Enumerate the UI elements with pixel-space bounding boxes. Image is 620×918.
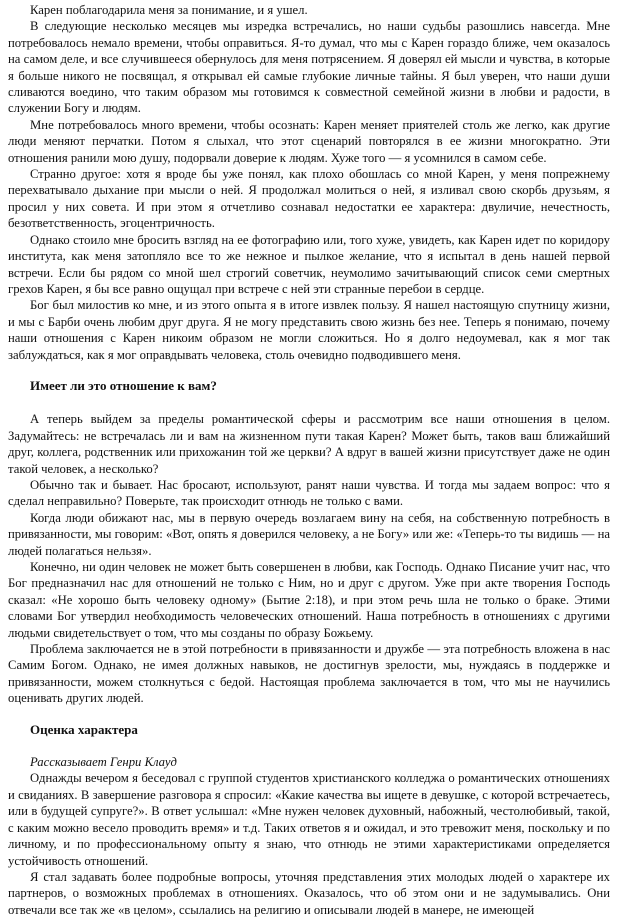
paragraph: Когда люди обижают нас, мы в первую очередь возлагаем вину на себя, на собственную потребность в привязанности, мы говорим: «Вот, опять я доверился человеку, а не Богу» или же: «Теперь-то ты видишь — на людей полагаться нельзя».	[8, 510, 610, 558]
paragraph: Бог был милостив ко мне, и из этого опыта я в итоге извлек пользу. Я нашел настоящую спутницу жизни, и мы с Барби очень любим друг друга. Я не могу представить свою жизнь без нее. Теперь я понимаю, почему наши отношения с Карен никоим образом не могли сложиться. Но я долго недоумевал, как я мог так заблуждаться, как я мог оправдывать человека, столь очевидно подводившего меня.	[8, 298, 610, 362]
section-heading-relevance: Имеет ли это отношение к вам?	[30, 377, 217, 393]
paragraph: Карен поблагодарила меня за понимание, и я ушел.	[30, 3, 308, 17]
paragraph: Конечно, ни один человек не может быть совершенен в любви, как Господь. Однако Писание учит нас, что Бог предназначил нас для отношений не только с Ним, но и друг с другом. Уже при акте творения Господь сказал: «Не хорошо быть человеку одному» (Бытие 2:18), и при этом речь шла не только о браке. Этими словами Бог утвердил необходимость человеческих отношений. Наша потребность в отношениях с другими людьми свидетельствует о том, что мы созданы по образу Божьему.	[8, 560, 610, 640]
paragraph: Мне потребовалось много времени, чтобы осознать: Карен меняет приятелей столь же легко, как другие люди меняют перчатки. Потом я слыхал, что этот сценарий повторялся в ее жизни многократно. Эти отношения ранили мою душу, подорвали доверие к людям. Хуже того — я усомнился в самом себе.	[8, 117, 610, 165]
paragraph: В следующие несколько месяцев мы изредка встречались, но наши судьбы разошлись навсегда. Мне потребовалось немало времени, чтобы оправиться. Я-то думал, что мы с Карен гораздо ближе, чем оказалось на самом деле, и все случившееся обернулось для меня потрясением. Я доверял ей мысли и чувства, в которые я больше никого не посвящал, я открывал ей самые глубокие личные тайны. Я был уверен, что наши души сливаются воедино, что таким образом мы готовимся к совместной семейной жизни в любви и радости, в служении Богу и людям.	[8, 19, 610, 116]
section-heading-character: Оценка характера	[30, 721, 138, 737]
paragraph: Однажды вечером я беседовал с группой студентов христианского колледжа о романтических отношениях и свиданиях. В завершение разговора я спросил: «Какие качества вы ищете в девушке, с которой встречаетесь, или в будущей супруге?». В ответ услышал: «Мне нужен человек духовный, набожный, честолюбивый, такой, с каким можно весело проводить время» и т.д. Таких ответов я и ожидал, и это тревожит меня, поскольку и по личному, и по профессиональному опыту я знаю, что отнюдь не этими характеристиками определяется устойчивость отношений.	[8, 771, 610, 868]
paragraph: Странно другое: хотя я вроде бы уже понял, как плохо обошлась со мной Карен, у меня попрежнему перехватывало дыхание при мысли о ней. Я продолжал молиться о ней, я изливал свою скорбь друзьям, я просил у них совета. И при этом я отчетливо сознавал недостатки ее характера: двуличие, нечестность, безответственность, эгоцентричность.	[8, 167, 610, 231]
paragraph: Проблема заключается не в этой потребности в привязанности и дружбе — эта потребность вложена в нас Самим Богом. Однако, не имея должных навыков, не достигнув зрелости, мы, нуждаясь в поддержке и привязанности, можем столкнуться с бедой. Настоящая проблема заключается в том, что мы не научились оценивать других людей.	[8, 642, 610, 706]
paragraph: Обычно так и бывает. Нас бросают, используют, ранят наши чувства. И тогда мы задаем вопрос: что я сделал неправильно? Поверьте, так происходит отнюдь не только с вами.	[8, 477, 610, 509]
paragraph: Я стал задавать более подробные вопросы, уточняя представления этих молодых людей о характере их партнеров, о возможных проблемах в отношениях. Оказалось, что об этом они и не задумывались. Они отвечали все так же «в целом», ссылались на религию и описывали людей в манере, не имеющей	[8, 869, 610, 917]
byline: Рассказывает Генри Клауд	[30, 755, 177, 770]
paragraph: Однако стоило мне бросить взгляд на ее фотографию или, того хуже, увидеть, как Карен идет по коридору института, как меня затопляло все то же нежное и пылкое желание, что я испытал в день нашей первой встречи. Если бы рядом со мной шел строгий советчик, неумолимо зачитывающий список семи смертных грехов Карен, я бы все равно ощущал при встрече с ней эти странные перебои в сердце.	[8, 232, 610, 296]
paragraph: А теперь выйдем за пределы романтической сферы и рассмотрим все наши отношения в целом. Задумайтесь: не встречалась ли и вам на жизненном пути такая Карен? Может быть, таков ваш ближайший друг, коллега, родственник или прихожанин той же церкви? А вдруг в вашей жизни присутствует даже не один такой человек, а несколько?	[8, 412, 610, 476]
